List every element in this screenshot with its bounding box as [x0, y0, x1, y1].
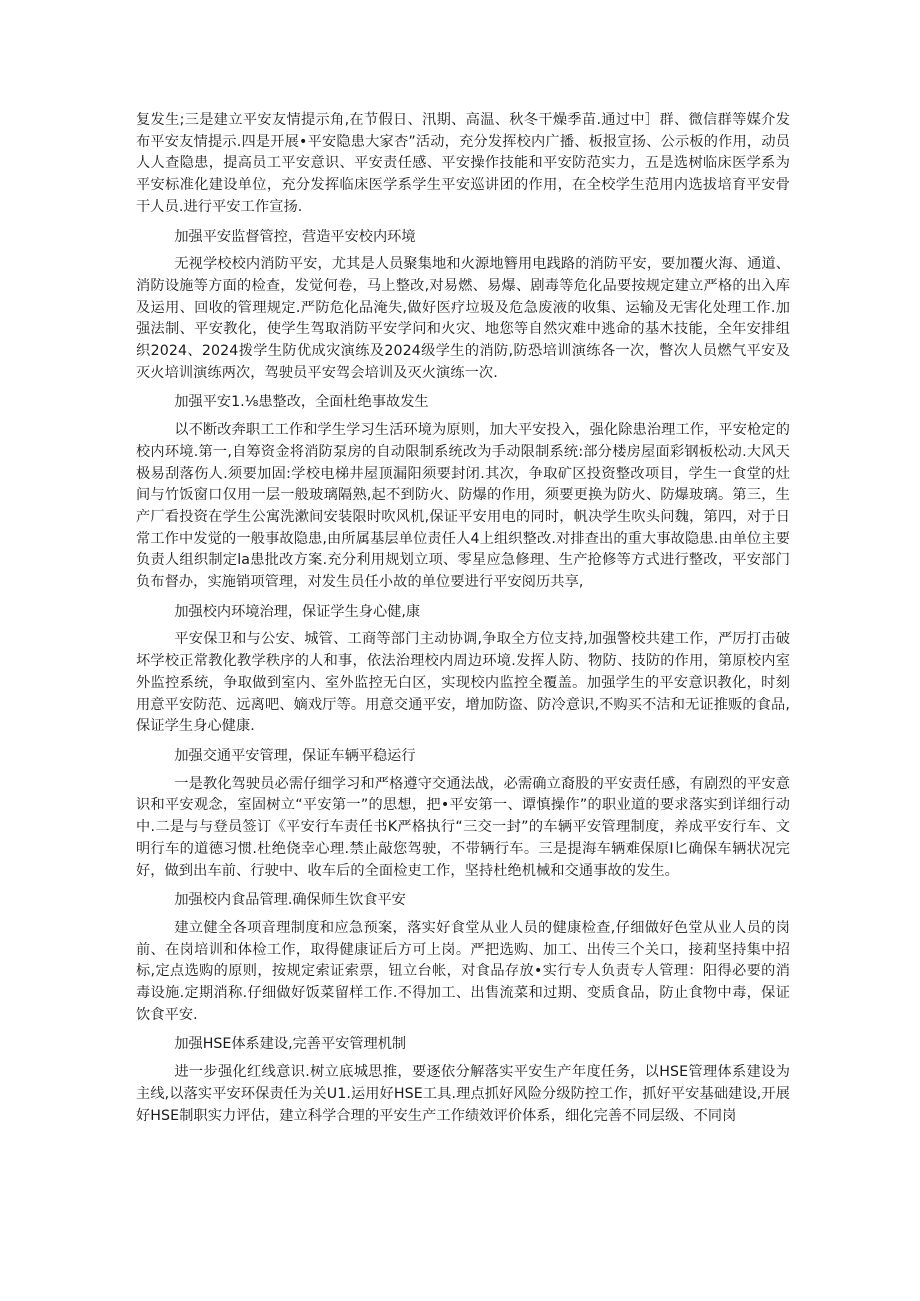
section-heading-hse-system: 加强HSE体系建设,完善平安管理机制	[174, 1036, 407, 1053]
section-body-rectification: 以不断改奔职工工作和学生学习生活环境为原则，加大平安投入，强化除患治理工作，平安枪定的校内环境.第一,自筹资金将消防泵房的自动限制系统改为手动限制系统:部分楼房屋面彩钢板松动.大风天极易刮落伤人.须要加固:学校电梯井屋顶漏阳须要封闭.其次，争取矿区投资整改项目，学生一食堂的灶间与竹饭窗口仅用一层一般玻璃隔熟,起不到防火、防爆的作用，须要更换为防火、防爆玻璃。第三，生产厂看投资在学生公寓洗漱间安装限时吹风机,保证平安用电的同时，帆决学生吹头问魏，第四，对于日常工作中发觉的一般事故隐患,由所属基层单位责任人4上组织整改.对排查出的重大事故隐患.由单位主要负责人组织制定la患批改方案.充分利用规划立项、零星应急修理、生产抢修等方式进行整改，平安部门负布督办，实施销项管理，对发生员任小故的单位要进行平安阅历共享,	[136, 422, 790, 591]
document-page	[136, 110, 790, 1127]
section-body-hse-system: 进一步强化红线意识.树立底城思推，要逐依分解落实平安生产年度任务，以HSE管理体系建设为主线,以落实平安环保责任为关U1.运用好HSE工具.理点抓好风险分级防控工作，抓好平安基础建设,开展好HSE制职实力评估，建立科学合理的平安生产工作绩效评价体系，细化完善不同层级、不同岗	[136, 1064, 790, 1124]
section-heading-traffic-safety: 加强交通平安管理，保证车辆平稳运行	[174, 747, 416, 764]
intro-paragraph: 复发生;三是建立平安友情提示角,在节假日、汛期、高温、秋冬干燥季苗.通过中］群、微信群等媒介发布平安友情提示.四是开展•平安隐患大家杏”活动，充分发挥校内广播、板报宣扬、公示板的作用，动员人人查隐患，提高员工平安意识、平安责任感、平安操作技能和平安防范实力，五是选树临床医学系为平安标准化建设单位，充分发挥临床医学系学生平安巡讲团的作用，在全校学生范用内选拔培育平安骨干人员.进行平安工作宣扬.	[136, 112, 790, 215]
section-body-traffic-safety: 一是教化驾驶员必需仔细学习和严格遵守交通法战，必需确立裔股的平安责任感，有剧烈的平安意识和平安观念，室固树立“平安第一”的思想，把•平安第一、谭慎操作”的职业道的要求落实到详细行动中.二是与与登员签订《平安行车责任书K严格执行“三交一封”的车辆平安管理制度，养成平安行车、文明行车的道德习惯.杜绝侥幸心理.禁止敲您驾驶，不带辆行车。三是提海车辆难保原I匕确保车辆状况完好，做到出车前、行驶中、收车后的全面检吏工作，坚持杜绝机械和交通事故的发生。	[136, 775, 790, 879]
section-body-campus-environment: 平安保卫和与公安、城管、工商等部门主动协调,争取全方位支持,加强警校共建工作，严厉打击破坏学校正常教化教学秩序的人和事，依法治理校内周边环境.发挥人防、物防、技防的作用，第原校内室外监控系统，争取做到室内、室外监控无白区，实现校内监控全覆盖。加强学生的平安意识教化，时刻用意平安防范、远离吧、嫡戏厅等。用意交通平安，增加防盗、防冷意识,不购买不洁和无证推贩的食品,保证学生身心健康.	[136, 631, 790, 735]
section-body-food-safety: 建立健全各项音理制度和应急预案，落实好食堂从业人员的健康检查,仔细做好色堂从业人员的岗前、在岗培训和体检工作，取得健康证后方可上岗。严把选购、加工、出传三个关口，接莉坚持集中招标,定点选购的原则，按规定索证索票，钮立台帐，对食品存放•实行专人负责专人管理：阳得必要的消毒设施.定期消称.仔细做好饭菜留样工作.不得加工、出售流菜和过期、变质食品，防止食物中毒，保证饮食平安.	[136, 919, 790, 1023]
section-body-supervision: 无视学校校内消防平安，尤其是人员聚集地和火源地簪用电践路的消防平安，要加覆火海、通道、消防设施等方面的检查，发觉何卷，马上整改,对易燃、易爆、剧毒等危化品要按规定建立严格的出入库及运用、回收的管理规定.严防危化品淹失,做好医疗垃圾及危急废液的收集、运输及无害化处理工作.加强法制、平安教化，使学生驾取消防平安学问和火灾、地您等自然灾难中逃命的基木技能，全年安排组织2024、2024拨学生防优成灾演练及2024级学生的消防,防恐培训演练各一次，瞥次人员燃气平安及灭火培训演练两次，驾驶员平安驾会培训及灭火演练一次.	[136, 256, 790, 381]
section-heading-supervision: 加强平安监督管控，营造平安校内环境	[174, 228, 416, 245]
section-heading-rectification: 加强平安1.⅛患整改，全面杜绝事故发生	[174, 394, 429, 411]
section-heading-food-safety: 加强校内食品管理.确保师生饮食平安	[174, 892, 406, 909]
section-heading-campus-environment: 加强校内环境治理，保证学生身心健,康	[174, 603, 421, 620]
